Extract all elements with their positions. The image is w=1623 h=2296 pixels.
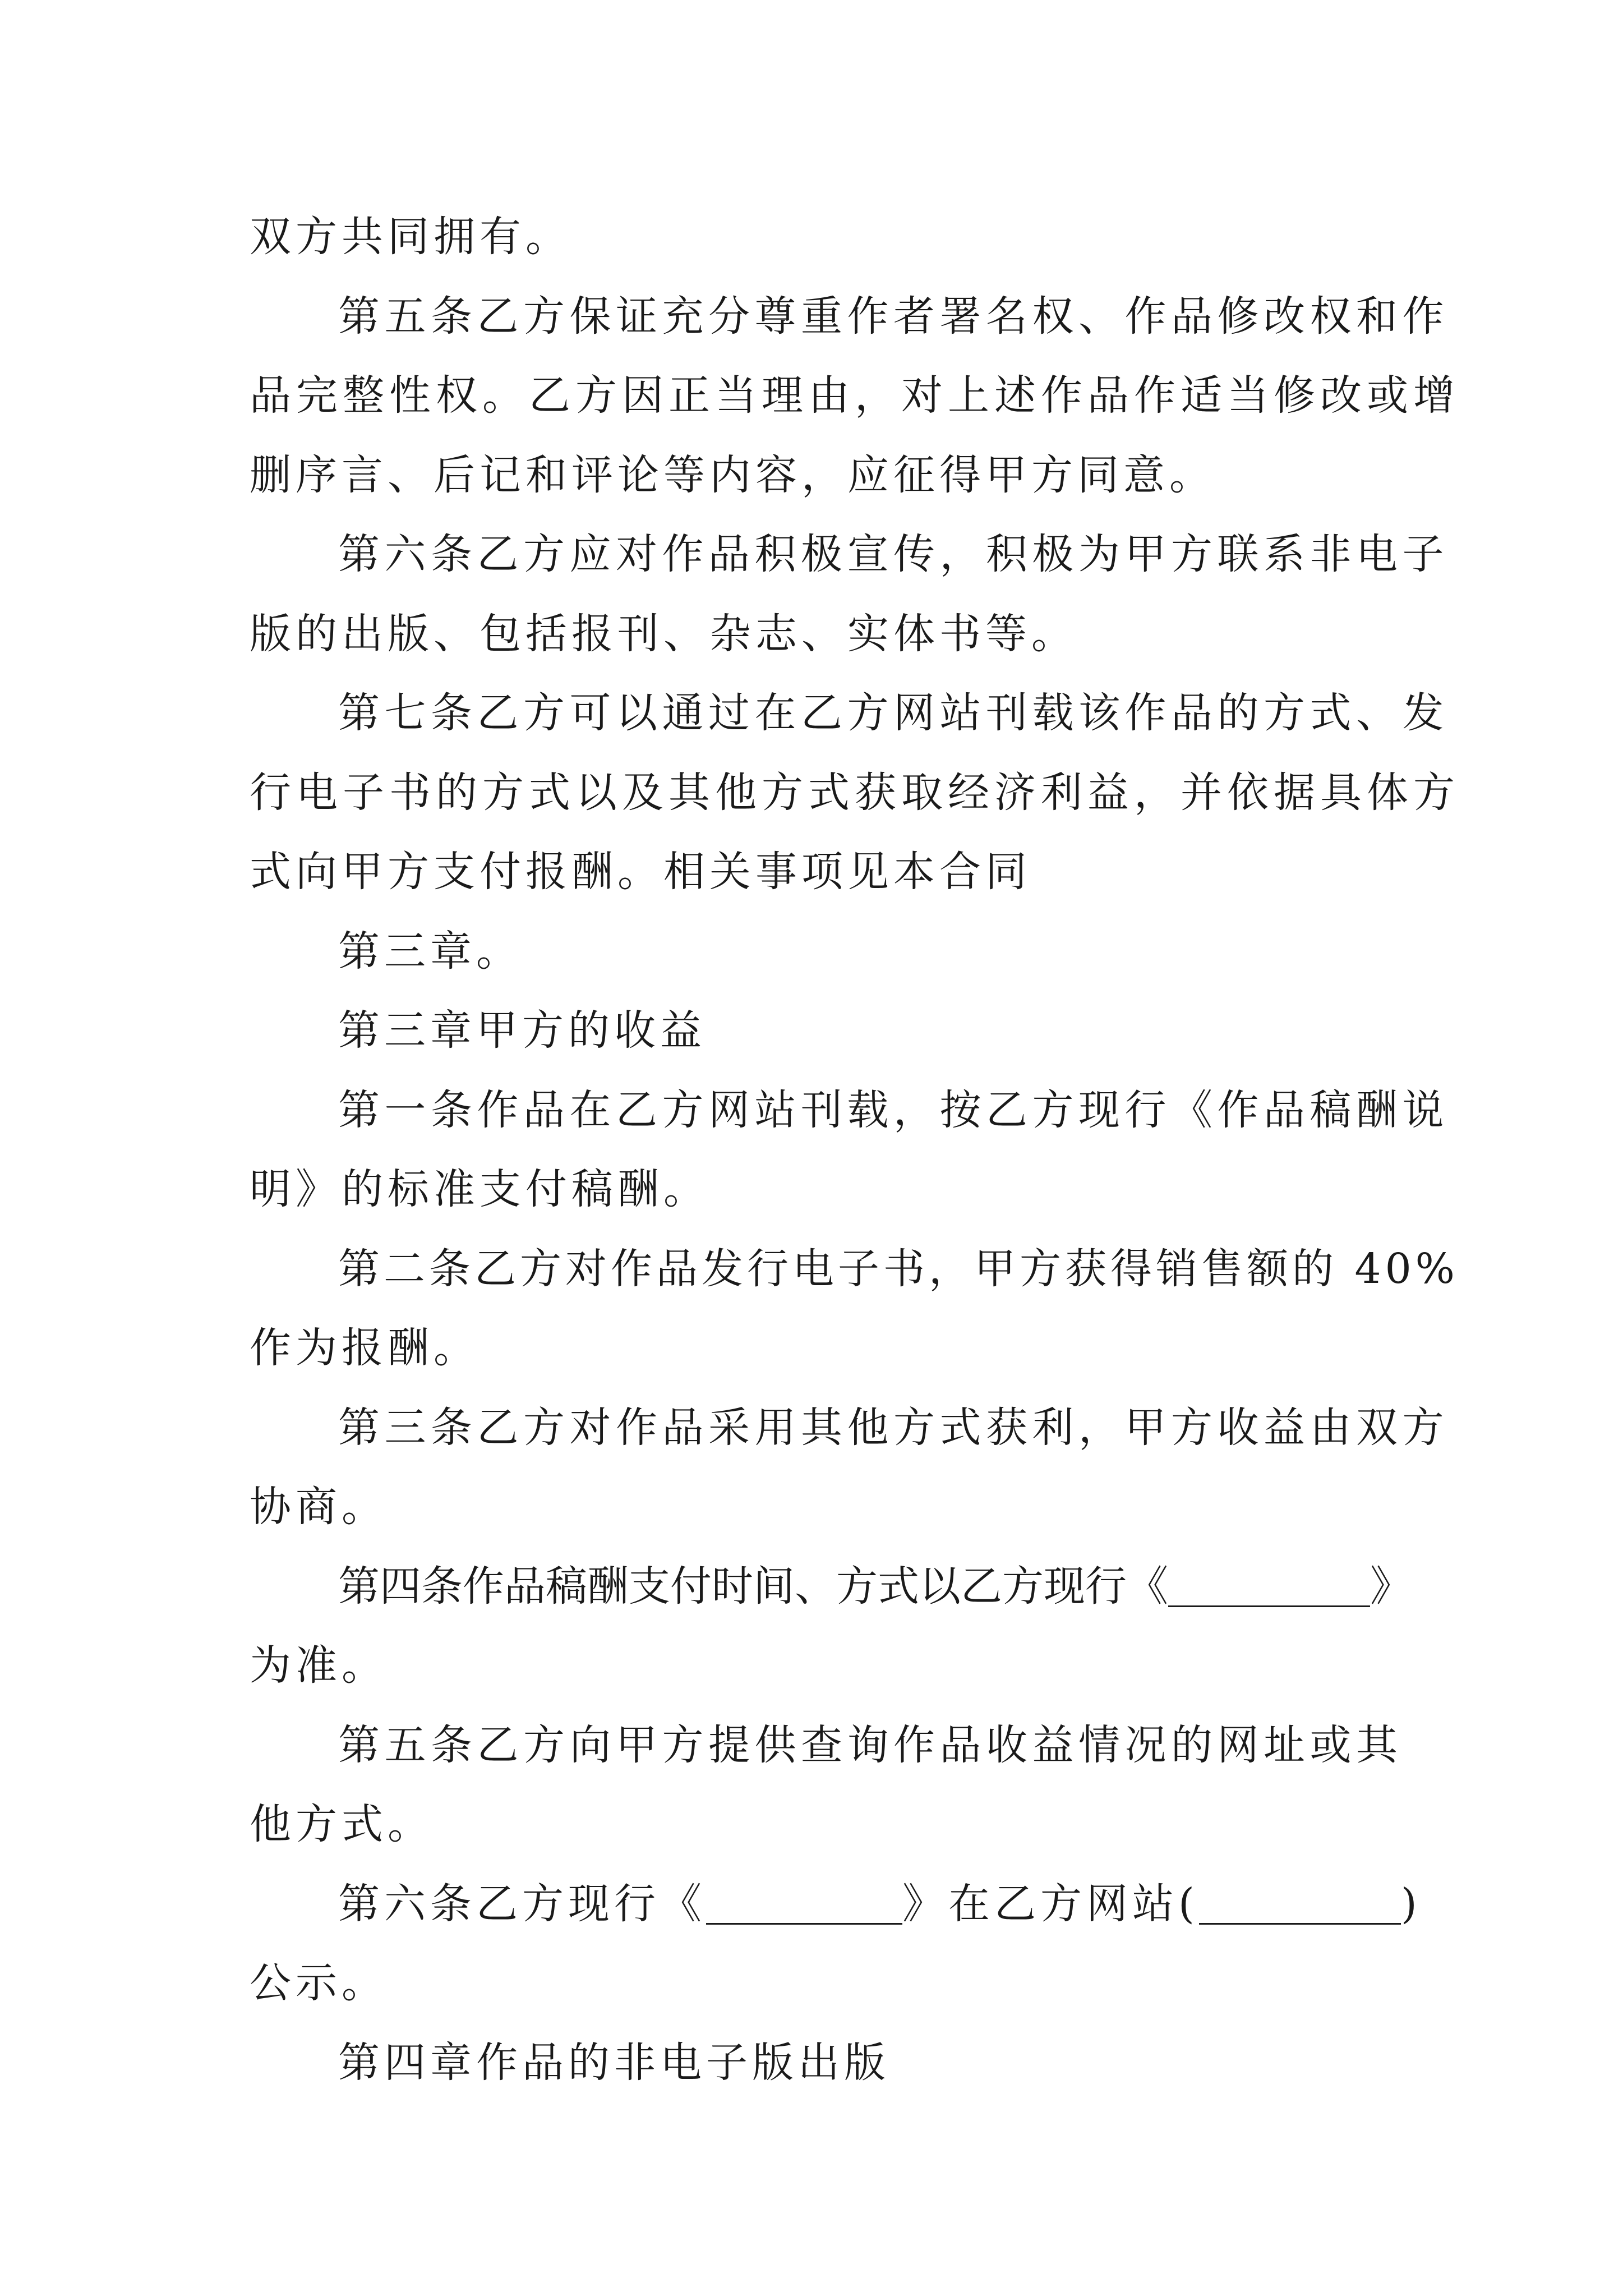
text-line-22 [338,1880,1422,1928]
text-line-16: 第三条乙方对作品采用其他方式获利，甲方收益由双方 [338,1404,1449,1452]
chapter-heading-4: 第四章作品的非电子版出版 [338,2039,890,2087]
text-line-2 [338,292,1449,341]
text-line-18-part-2: 》 [1370,1562,1412,1611]
text-line-6: 版的出版、包括报刊、杂志、实体书等。 [250,610,1077,658]
text-line-22-part-1: 第六条乙方现行《 [338,1880,706,1928]
text-line-19: 为准。 [250,1641,388,1690]
text-line-10: 第三章。 [338,927,522,976]
text-line-18 [338,1562,1412,1611]
text-line-14: 第二条乙方对作品发行电子书，甲方获得销售额的 40% [338,1245,1459,1293]
text-line-23: 公示。 [250,1959,388,2007]
text-line-20: 第五条乙方向甲方提供查询作品收益情况的网址或其 [338,1721,1403,1769]
text-line-15: 作为报酬。 [250,1324,479,1372]
blank-line-3 [1199,1886,1401,1925]
text-line-13: 明》的标准支付稿酬。 [250,1165,709,1213]
chapter-heading-3: 第三章甲方的收益 [338,1006,706,1055]
blank-line-1 [1168,1568,1370,1607]
text-line-7: 第七条乙方可以通过在乙方网站刊载该作品的方式、发 [338,689,1449,737]
text-line-1: 双方共同拥有。 [250,213,571,261]
text-line-4: 删序言、后记和评论等内容，应征得甲方同意。 [250,451,1215,499]
text-line-12: 第一条作品在乙方网站刊载，按乙方现行《作品稿酬说 [338,1086,1449,1134]
text-line-22-part-3: ) [1400,1880,1422,1928]
text-line-2-content: 第五条乙方保证充分尊重作者署名权、作品修改权和作 [338,292,1449,341]
text-line-8: 行电子书的方式以及其他方式获取经济利益，并依据具体方 [250,769,1460,817]
text-line-5: 第六条乙方应对作品积极宣传，积极为甲方联系非电子 [338,530,1449,578]
text-line-22-part-2: 》在乙方网站( [902,1880,1199,1928]
text-line-18-part-1: 第四条作品稿酬支付时间、方式以乙方现行《 [338,1562,1168,1611]
text-line-3: 品完整性权。乙方因正当理由，对上述作品作适当修改或增 [250,371,1460,420]
blank-line-2 [706,1886,902,1925]
text-line-21: 他方式。 [250,1800,434,1848]
text-line-9: 式向甲方支付报酬。相关事项见本合同 [250,848,1031,896]
text-line-17: 协商。 [250,1483,388,1531]
